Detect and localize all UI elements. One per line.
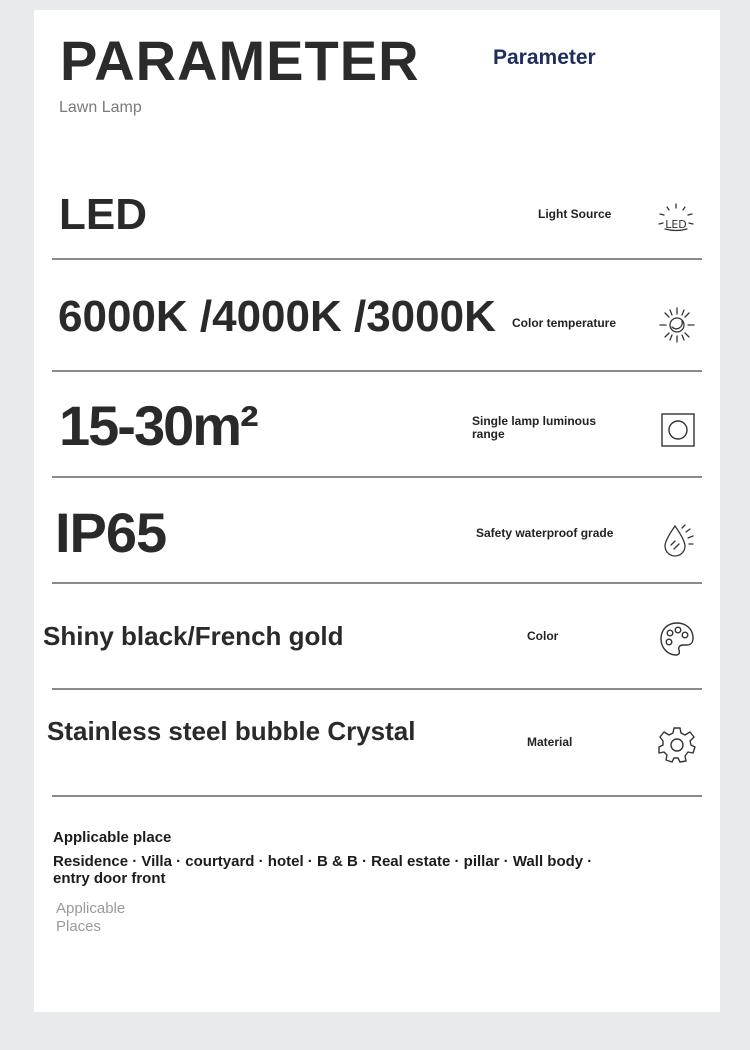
color-value: Shiny black/French gold [43, 621, 344, 651]
palette-icon [657, 619, 697, 659]
led-icon [656, 200, 696, 240]
parameter-label: Parameter [493, 46, 596, 69]
page-title: PARAMETER [60, 29, 420, 92]
color-temperature-label: Color temperature [512, 316, 617, 330]
light-source-value: LED [59, 190, 147, 239]
page-subtitle: Lawn Lamp [59, 99, 142, 116]
material-value: Stainless steel bubble Crystal [47, 716, 416, 746]
luminous-range-label: Single lamp luminous range [472, 414, 597, 441]
applicable-place-title: Applicable place [53, 829, 172, 846]
color-label: Color [527, 629, 559, 643]
parameter-card [34, 10, 720, 1012]
svg-text:LED: LED [665, 218, 687, 231]
divider [52, 476, 702, 478]
square-area-icon [658, 410, 698, 450]
material-label: Material [527, 735, 573, 749]
luminous-range-value: 15-30m² [59, 394, 257, 457]
sun-icon [657, 305, 697, 345]
water-drop-icon [658, 518, 698, 558]
applicable-place-list: Residence · Villa · courtyard · hotel · B & B · Real estate · pillar · Wall body · entry door front [53, 853, 593, 887]
divider [52, 258, 702, 260]
divider [52, 688, 702, 690]
light-source-label: Light Source [538, 207, 612, 221]
color-temperature-value: 6000K /4000K /3000K [58, 292, 496, 341]
divider [52, 795, 702, 797]
applicable-places-caption: Applicable Places [56, 900, 126, 935]
waterproof-grade-value: IP65 [55, 501, 167, 564]
gear-icon [657, 724, 697, 764]
divider [52, 370, 702, 372]
divider [52, 582, 702, 584]
waterproof-grade-label: Safety waterproof grade [476, 526, 614, 540]
